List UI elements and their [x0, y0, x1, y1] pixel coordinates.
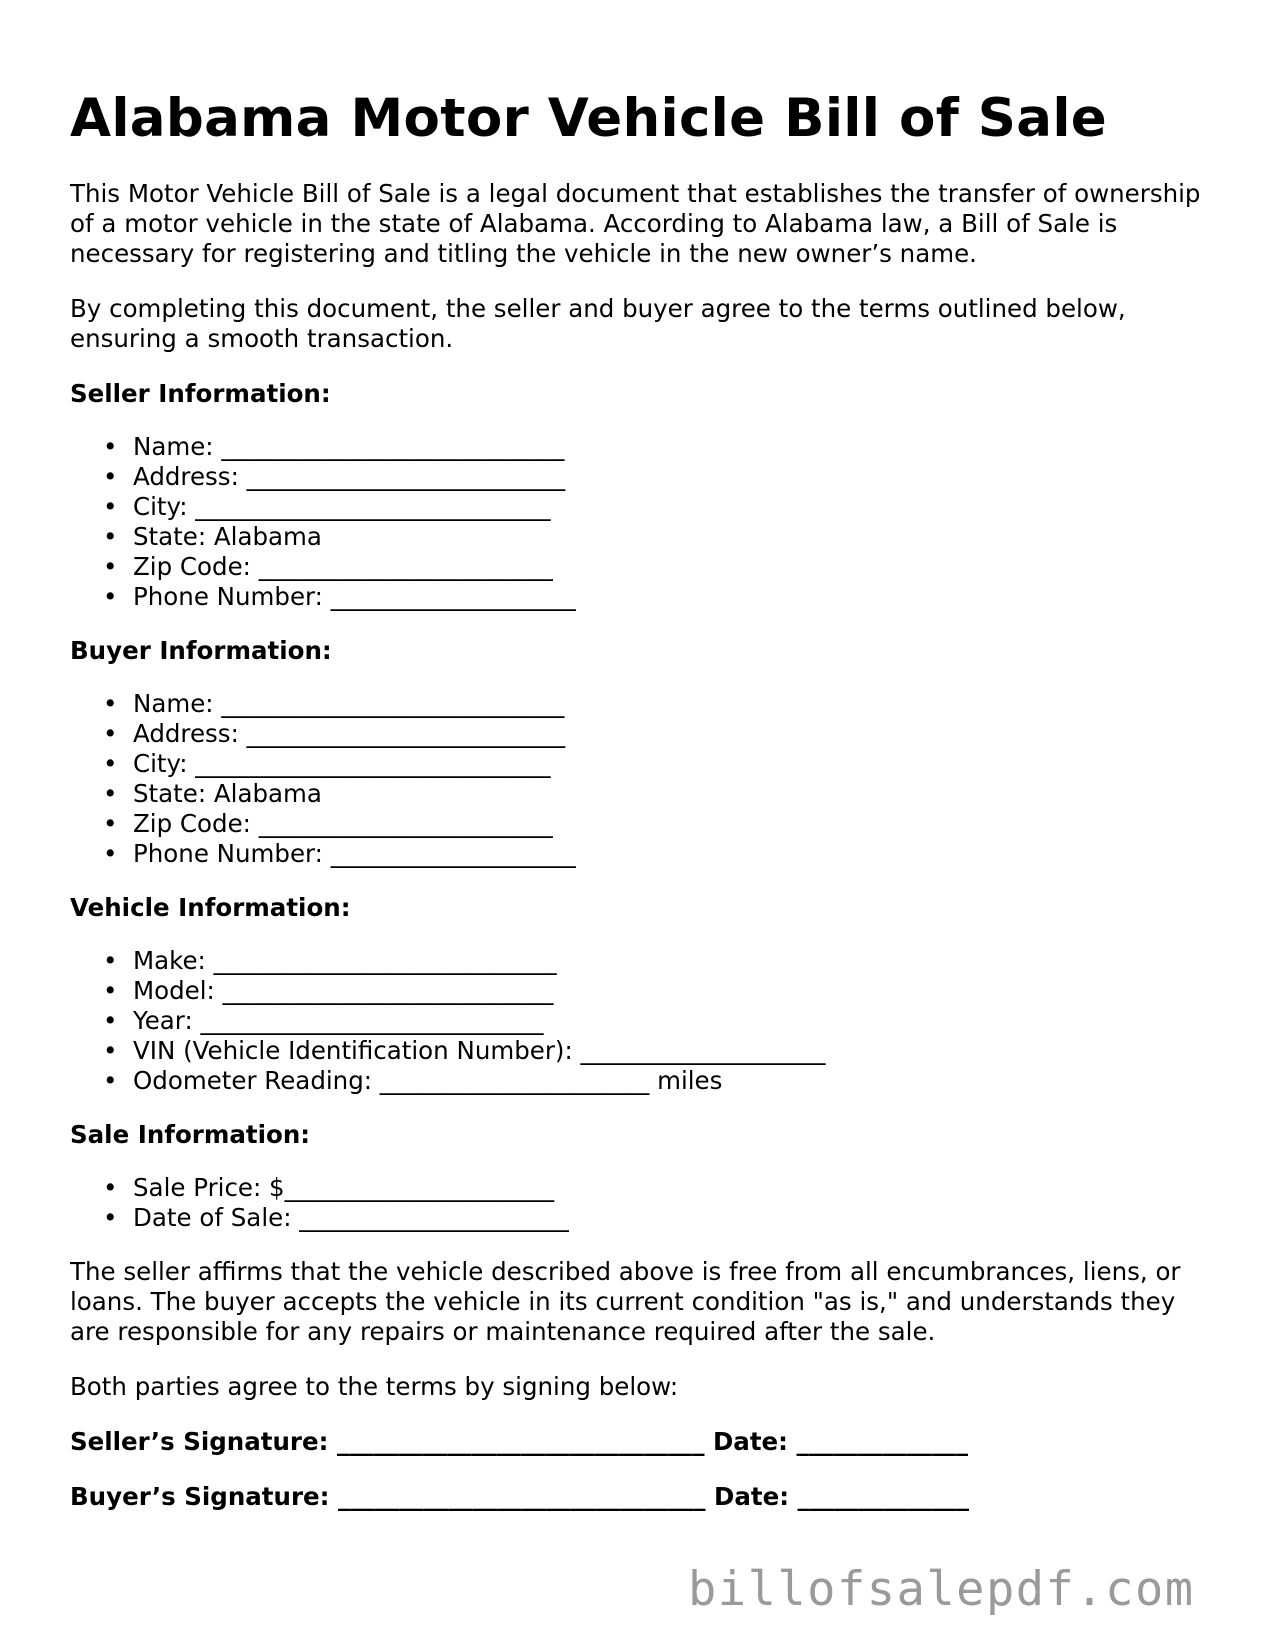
buyer-heading: Buyer Information: — [70, 636, 332, 665]
seller-state-field: • State: Alabama — [70, 522, 1220, 552]
vehicle-model-field: • Model: ___________________________ — [70, 976, 1220, 1006]
vehicle-heading: Vehicle Information: — [70, 893, 351, 922]
buyer-state-field: • State: Alabama — [70, 779, 1220, 809]
intro-paragraph-1: This Motor Vehicle Bill of Sale is a legal document that establishes the transfer of ownership of a motor vehicle in the state of Alabama. According to Alabama law, a Bill of Sale is necessary for registering and titling the vehicle in the new owner’s name. — [70, 179, 1201, 268]
watermark: billofsalepdf.com — [688, 1562, 1195, 1617]
seller-heading: Seller Information: — [70, 379, 331, 408]
sale-heading: Sale Information: — [70, 1120, 311, 1149]
seller-address-field: • Address: __________________________ — [70, 462, 1220, 492]
vehicle-list — [70, 946, 1220, 1096]
document-page — [70, 84, 1220, 1537]
seller-list — [70, 432, 1220, 612]
vehicle-vin-field: • VIN (Vehicle Identification Number): ____________________ — [70, 1036, 1220, 1066]
sale-date-field: • Date of Sale: ______________________ — [70, 1203, 1220, 1233]
sale-price-field: • Sale Price: $______________________ — [70, 1173, 1220, 1203]
buyer-signature-line: Buyer’s Signature: ______________________________ Date: ______________ — [70, 1482, 970, 1511]
buyer-list — [70, 689, 1220, 869]
vehicle-odometer-field: • Odometer Reading: ______________________ miles — [70, 1066, 1220, 1096]
page-title: Alabama Motor Vehicle Bill of Sale — [70, 88, 1108, 149]
buyer-address-field: • Address: __________________________ — [70, 719, 1220, 749]
seller-city-field: • City: _____________________________ — [70, 492, 1220, 522]
buyer-zip-field: • Zip Code: ________________________ — [70, 809, 1220, 839]
vehicle-year-field: • Year: ____________________________ — [70, 1006, 1220, 1036]
seller-phone-field: • Phone Number: ____________________ — [70, 582, 1220, 612]
buyer-name-field: • Name: ____________________________ — [70, 689, 1220, 719]
seller-name-field: • Name: ____________________________ — [70, 432, 1220, 462]
agreement-paragraph: Both parties agree to the terms by signing below: — [70, 1372, 679, 1401]
intro-paragraph-2: By completing this document, the seller and buyer agree to the terms outlined below, ensuring a smooth transaction. — [70, 294, 1126, 353]
buyer-city-field: • City: _____________________________ — [70, 749, 1220, 779]
seller-zip-field: • Zip Code: ________________________ — [70, 552, 1220, 582]
vehicle-make-field: • Make: ____________________________ — [70, 946, 1220, 976]
sale-list — [70, 1173, 1220, 1233]
seller-signature-line: Seller’s Signature: ______________________________ Date: ______________ — [70, 1427, 968, 1456]
buyer-phone-field: • Phone Number: ____________________ — [70, 839, 1220, 869]
affirmation-paragraph: The seller affirms that the vehicle described above is free from all encumbrances, liens, or loans. The buyer accepts the vehicle in its current condition "as is," and understands they are responsible for any repairs or maintenance required after the sale. — [70, 1257, 1181, 1346]
